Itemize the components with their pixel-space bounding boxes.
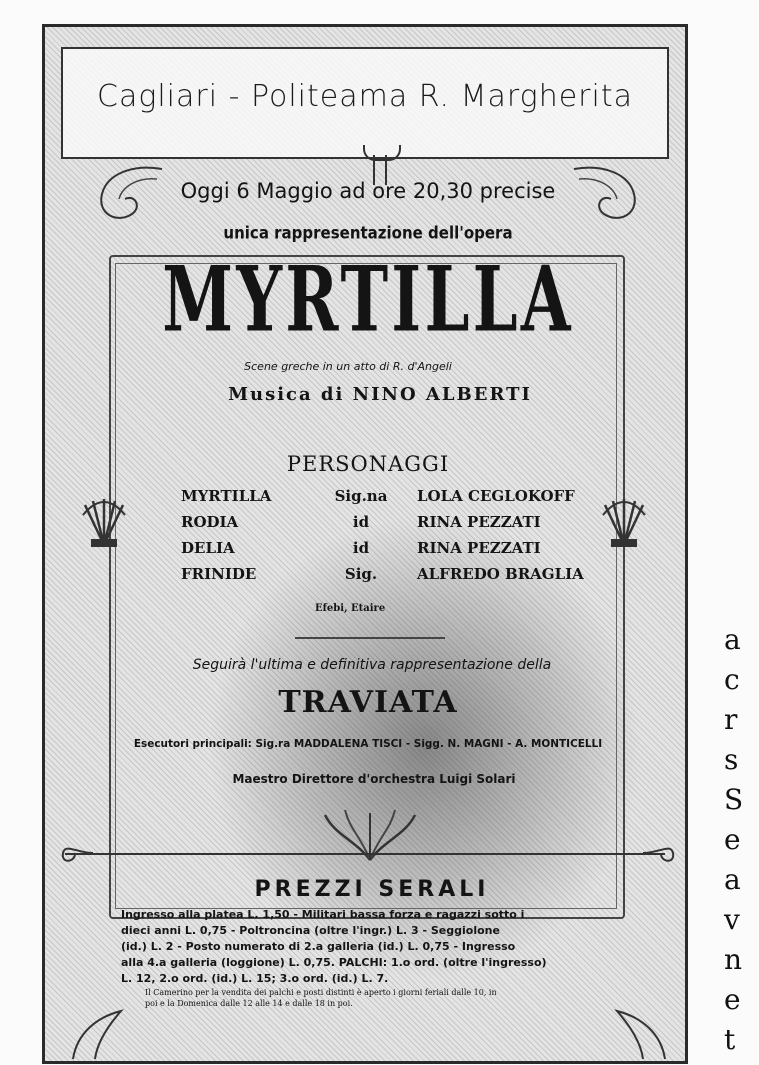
edge-letter: c [724,663,740,696]
edge-letter: v [724,903,740,936]
prices-heading: PREZZI SERALI [254,877,490,902]
price-line: L. 12, 2.o ord. (id.) L. 15; 3.o ord. (id.) L. 7. [121,972,389,985]
cast-singer: RINA PEZZATI [417,539,541,557]
cast-role: RODIA [181,513,239,531]
cropped-page-text [724,620,759,1060]
edge-letter: s [724,743,739,776]
edge-letter: n [724,943,743,976]
note-line: Il Camerino per la vendita dei palchi e posti distinti è aperto i giorni feriali dalle 10, in [145,988,497,997]
cast-singer: RINA PEZZATI [417,513,541,531]
cast-role: MYRTILLA [181,487,272,505]
rule-right-curl-ornament [639,839,679,867]
chorus-credit: Efebi, Etaire [315,603,386,614]
composer-credit: Musica di NINO ALBERTI [228,384,532,405]
prices-list [121,907,615,987]
cast-role: DELIA [181,539,235,557]
cast-honorific: id [352,513,370,531]
header-banner [61,47,669,159]
edge-letter: e [724,823,741,856]
venue-title: Cagliari - Politeama R. Margherita [97,79,633,114]
cast-honorific: Sig.na [334,487,388,505]
edge-letter: S [724,783,744,816]
opera-title: MYRTILLA [162,246,574,352]
opera-intro: unica rappresentazione dell'opera [223,222,513,244]
principal-performers: Esecutori principali: Sig.ra MADDALENA TISCI - Sigg. N. MAGNI - A. MONTICELLI [133,737,603,750]
rule-left-curl-ornament [57,839,97,867]
price-line: Ingresso alla platea L. 1,50 - Militari bassa forza e ragazzi sotto i [121,908,525,921]
cast-row [181,487,601,513]
bottom-right-leaf-ornament [611,1003,671,1063]
left-fan-ornament [79,495,129,551]
opera-subtitle: Scene greche in un atto di R. d'Angeli [244,360,452,373]
cast-singer: LOLA CEGLOKOFF [417,487,575,505]
ornamental-rule [65,853,665,855]
section-divider [295,637,445,639]
price-line: (id.) L. 2 - Posto numerato di 2.a galleria (id.) L. 0,75 - Ingresso [121,940,516,953]
edge-letter: a [724,623,741,656]
cast-honorific: Sig. [344,565,378,583]
cast-list [181,487,601,591]
cast-row [181,565,601,591]
bottom-left-leaf-ornament [67,1003,127,1063]
note-line: poi e la Domenica dalle 12 alle 14 e dalle 18 in poi. [145,999,353,1008]
right-fan-ornament [599,495,649,551]
cast-honorific: id [352,539,370,557]
cast-row [181,513,601,539]
bottom-flourish-ornament [295,805,445,865]
edge-letter: e [724,983,741,1016]
second-opera-title: TRAVIATA [278,685,458,720]
cast-row [181,539,601,565]
performance-date: Oggi 6 Maggio ad ore 20,30 precise [180,179,556,203]
conductor-credit: Maestro Direttore d'orchestra Luigi Solari [232,772,516,786]
price-line: alla 4.a galleria (loggione) L. 0,75. PALCHI: 1.o ord. (oltre l'ingresso) [121,956,547,969]
opera-poster [42,24,688,1064]
edge-letter: a [724,863,741,896]
cast-role: FRINIDE [181,565,257,583]
cast-singer: ALFREDO BRAGLIA [417,565,584,583]
box-office-notes [145,987,595,1009]
characters-heading: PERSONAGGI [286,452,450,476]
second-opera-intro: Seguirà l'ultima e definitiva rappresentazione della [192,657,552,673]
price-line: dieci anni L. 0,75 - Poltroncina (oltre l'ingr.) L. 3 - Seggiolone [121,924,500,937]
edge-letter: t [724,1023,736,1056]
edge-letter: r [724,703,738,736]
